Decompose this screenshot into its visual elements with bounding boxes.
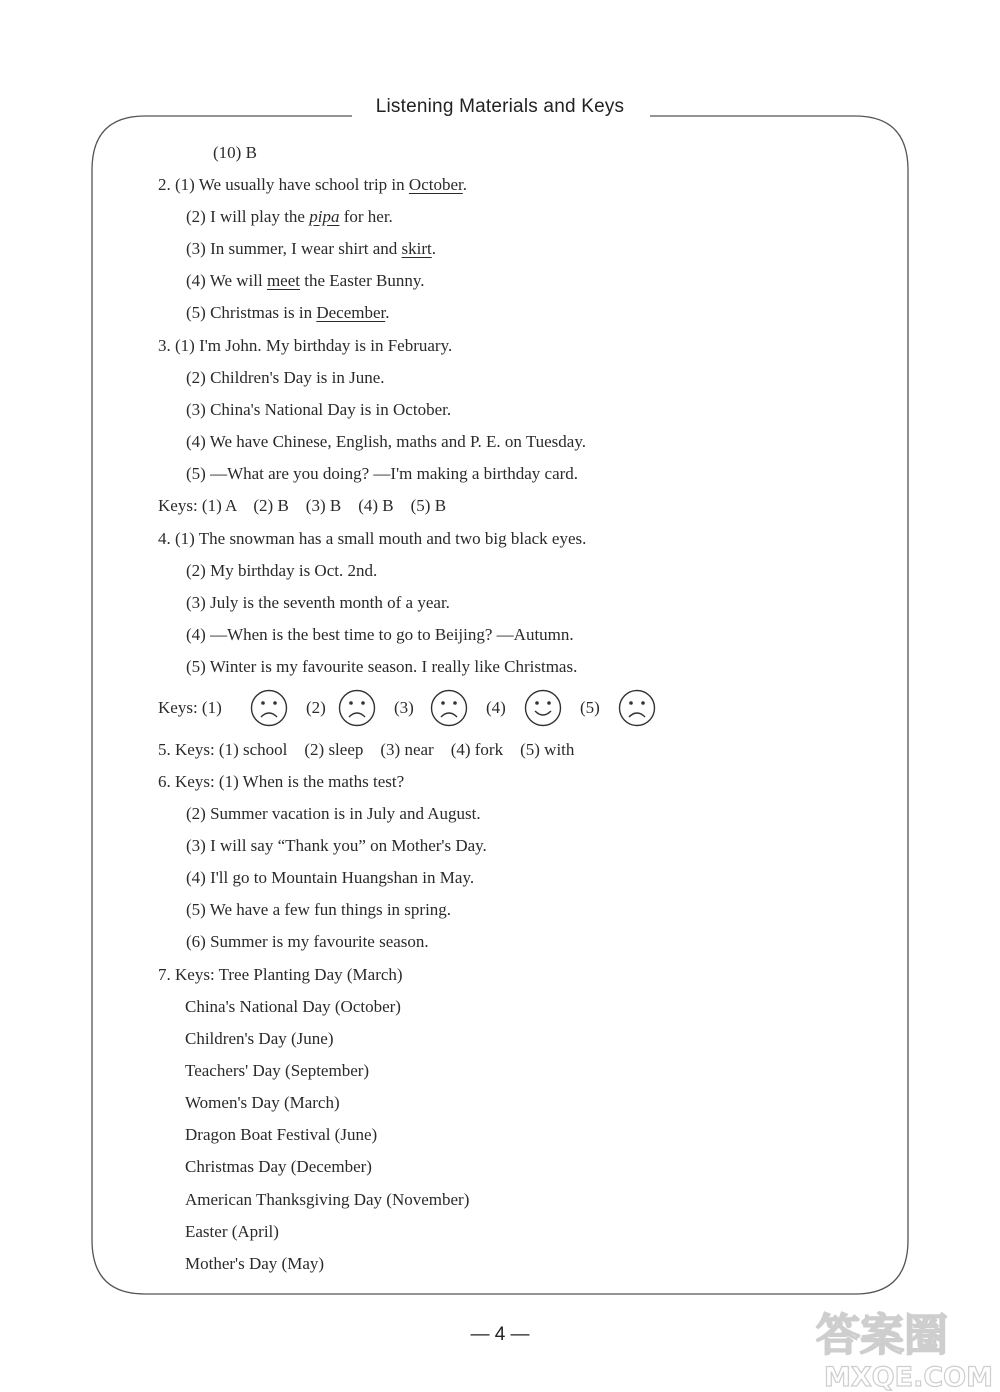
answer-line: Christmas Day (December)	[185, 1157, 372, 1176]
answer-line: (5) Winter is my favourite season. I really like Christmas.	[186, 657, 578, 676]
answer-line: (2) Summer vacation is in July and August.	[186, 804, 481, 823]
underlined-answer: skirt	[401, 239, 432, 258]
answer-line	[186, 303, 390, 323]
answer-line: (3) July is the seventh month of a year.	[186, 593, 450, 612]
answer-line: (10) B	[213, 143, 257, 162]
line-text: (4) We will	[186, 271, 267, 290]
answer-line: Keys: (1) A (2) B (3) B (4) B (5) B	[158, 496, 447, 515]
faces-key-label: Keys: (1)	[158, 698, 222, 717]
page-header-title: Listening Materials and Keys	[375, 96, 625, 117]
answer-line	[186, 271, 424, 291]
answer-line: (6) Summer is my favourite season.	[186, 932, 429, 951]
answer-line	[186, 239, 436, 259]
answer-line: (4) I'll go to Mountain Huangshan in May.	[186, 868, 475, 887]
answer-line: Women's Day (March)	[185, 1093, 340, 1112]
answer-line: Teachers' Day (September)	[185, 1061, 370, 1080]
line-text: .	[431, 239, 437, 258]
page-number: — 4 —	[470, 1324, 530, 1345]
line-text: (5) Christmas is in	[186, 303, 317, 322]
watermark-logo-text: 答案圈	[816, 1310, 948, 1361]
answer-line: 7. Keys: Tree Planting Day (March)	[158, 965, 403, 984]
faces-key-label: (5)	[580, 698, 600, 717]
sad-face-icon	[249, 688, 289, 728]
answer-line: 4. (1) The snowman has a small mouth and two big black eyes.	[158, 529, 587, 548]
answer-line: (2) Children's Day is in June.	[186, 368, 385, 387]
answer-line: (5) —What are you doing? —I'm making a birthday card.	[186, 464, 579, 483]
underlined-answer: October	[408, 175, 463, 194]
answer-line	[186, 207, 393, 227]
answer-line: 6. Keys: (1) When is the maths test?	[158, 772, 405, 791]
answer-line: (4) —When is the best time to go to Beijing? —Autumn.	[186, 625, 574, 644]
sad-face-icon	[429, 688, 469, 728]
answer-line: China's National Day (October)	[185, 997, 401, 1016]
answer-line: American Thanksgiving Day (November)	[185, 1190, 470, 1209]
line-text: (3) In summer, I wear shirt and	[186, 239, 402, 258]
line-text: (2) I will play the	[186, 207, 310, 226]
answer-line: (4) We have Chinese, English, maths and P. E. on Tuesday.	[186, 432, 586, 451]
answer-line: Mother's Day (May)	[185, 1254, 325, 1273]
answer-line	[158, 175, 467, 195]
answer-line: Dragon Boat Festival (June)	[185, 1125, 378, 1144]
underlined-answer: pipa	[309, 207, 340, 226]
faces-key-label: (3)	[394, 698, 414, 717]
line-text: .	[385, 303, 390, 322]
answer-line: Easter (April)	[185, 1222, 279, 1241]
line-text: .	[462, 175, 467, 194]
watermark-logo	[808, 1300, 1000, 1392]
sad-face-icon	[617, 688, 657, 728]
watermark-url: MXQE.COM	[824, 1362, 993, 1392]
answer-line: Children's Day (June)	[185, 1029, 334, 1048]
line-text: 2. (1) We usually have school trip in	[158, 175, 409, 194]
sad-face-icon	[337, 688, 377, 728]
answer-line: 3. (1) I'm John. My birthday is in February.	[158, 336, 453, 355]
answer-line: (3) China's National Day is in October.	[186, 400, 452, 419]
answer-line: (2) My birthday is Oct. 2nd.	[186, 561, 378, 580]
answer-line: (3) I will say “Thank you” on Mother's Day.	[186, 836, 487, 855]
line-text: for her.	[339, 207, 393, 226]
faces-key-label: (2)	[306, 698, 326, 717]
line-text: the Easter Bunny.	[300, 271, 425, 290]
happy-face-icon	[523, 688, 563, 728]
answer-line: 5. Keys: (1) school (2) sleep (3) near (4) fork (5) with	[158, 740, 575, 759]
underlined-answer: December	[316, 303, 386, 322]
answer-line: (5) We have a few fun things in spring.	[186, 900, 452, 919]
faces-key-label: (4)	[486, 698, 506, 717]
underlined-answer: meet	[266, 271, 300, 290]
